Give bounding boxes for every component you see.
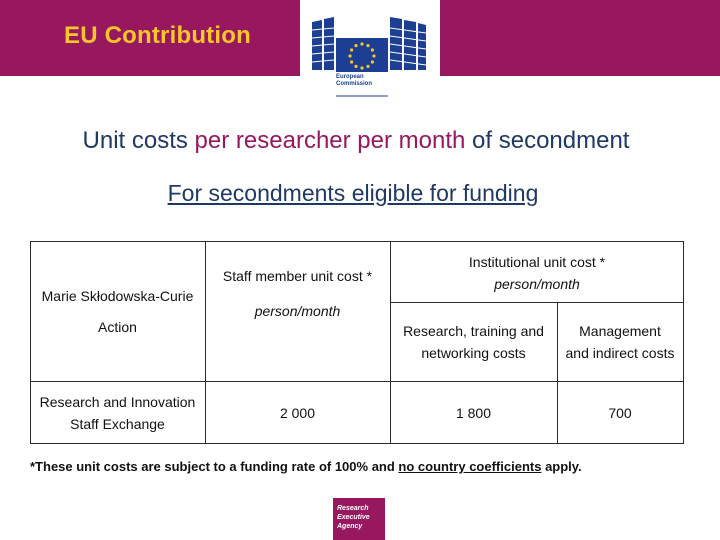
page-section-title: EU Contribution (64, 22, 251, 49)
subheader-management-line2: and indirect costs (565, 345, 675, 361)
ec-caption-line1: European (336, 74, 364, 80)
header-action: Action (98, 319, 137, 335)
table-border-bottom (30, 443, 684, 444)
slide-title (0, 127, 712, 155)
title-part-per-researcher: per researcher per month (187, 127, 473, 154)
header-institutional-cost: Institutional unit cost * (468, 254, 606, 270)
research-executive-agency-logo (333, 498, 385, 540)
subheader-management-line1: Management (579, 323, 661, 339)
row-management-cost: 700 (608, 405, 632, 421)
row-staff-cost: 2 000 (279, 405, 316, 421)
footnote-underlined: no country coefficients (398, 459, 542, 474)
row-action-line2: Staff Exchange (70, 416, 165, 432)
subheader-research-line1: Research, training and (403, 323, 544, 339)
ec-logo-caption (336, 74, 386, 88)
header-msca: Marie Skłodowska-Curie (41, 288, 194, 304)
header-institutional-unit: person/month (494, 276, 580, 292)
footnote-end: apply. (541, 459, 582, 474)
footnote (30, 459, 582, 474)
row-action-line1: Research and Innovation (39, 394, 196, 410)
slide-subtitle: For secondments eligible for funding (167, 180, 539, 206)
table-divider-row (30, 381, 684, 382)
header-staff-cost: Staff member unit cost * (222, 268, 373, 284)
ec-caption-line2: Commission (336, 81, 373, 87)
title-part-unit-costs: Unit costs (82, 127, 188, 154)
european-commission-logo (300, 0, 440, 100)
footnote-text: *These unit costs are subject to a funding rate of 100% and (30, 459, 399, 474)
rea-logo-line1: Research (337, 505, 369, 512)
row-research-cost: 1 800 (455, 405, 492, 421)
rea-logo-line3: Agency (337, 523, 363, 530)
header-staff-unit: person/month (254, 303, 341, 319)
rea-logo-line2: Executive (337, 514, 370, 521)
table-border-top (30, 241, 684, 242)
subheader-research-line2: networking costs (421, 345, 526, 361)
table-divider-inst-header (390, 302, 684, 303)
title-part-secondment: of secondment (472, 127, 630, 154)
